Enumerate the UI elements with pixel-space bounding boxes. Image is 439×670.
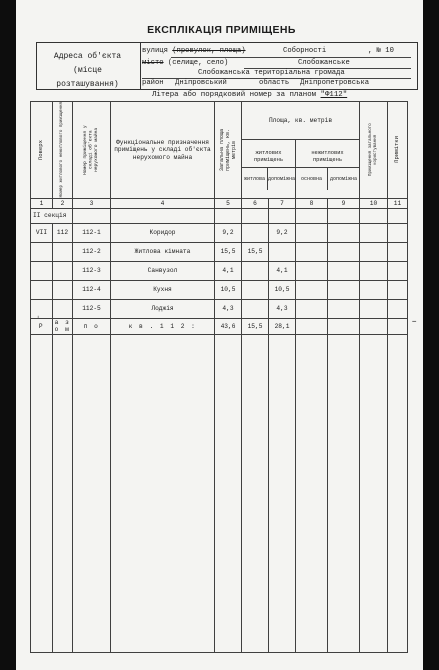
street-underline	[171, 57, 411, 58]
column-number: 7	[269, 198, 296, 208]
table-row	[31, 280, 408, 299]
document-page	[20, 0, 423, 670]
header-living: житлова	[242, 168, 268, 190]
header-residential: житлових приміщень житлова допоміжна	[242, 140, 296, 198]
summary-living: 15,5	[242, 318, 269, 334]
cell-aux: 10,5	[269, 280, 296, 299]
header-common-use: Приміщення загального користування	[360, 102, 388, 199]
cell-floor	[31, 280, 53, 299]
column-number: 8	[296, 198, 328, 208]
cell-floor	[31, 242, 53, 261]
cell-total: 9,2	[215, 223, 242, 242]
rooms-table	[30, 101, 408, 653]
cell-empty	[360, 299, 388, 318]
empty-area-row	[31, 334, 408, 652]
cell-empty	[296, 223, 328, 242]
cell-empty	[296, 242, 328, 261]
header-unit-no: Номер житлового нежитлового приміщення	[53, 102, 73, 199]
cell-living	[242, 261, 269, 280]
cell-empty	[360, 280, 388, 299]
cell-purpose: Кухня	[111, 280, 215, 299]
header-nonresidential: нежитлових приміщень основна допоміжна	[296, 140, 360, 198]
cell-room: 112-4	[73, 280, 111, 299]
cell-empty	[328, 223, 360, 242]
table-row	[31, 242, 408, 261]
cell-purpose: Коридор	[111, 223, 215, 242]
cell-empty	[328, 261, 360, 280]
cell-total: 10,5	[215, 280, 242, 299]
house-number: , № 10	[368, 47, 394, 55]
summary-row: Р а з о м п о к в . 1 1 2 : 43,6 15,5 28,1	[31, 318, 408, 334]
region-value: Дніпропетровська	[300, 79, 370, 87]
column-number: 4	[111, 198, 215, 208]
cell-unit	[53, 261, 73, 280]
cell-aux: 4,1	[269, 261, 296, 280]
cell-aux: 9,2	[269, 223, 296, 242]
header-notes: Примітки	[388, 102, 408, 199]
cell-unit	[53, 280, 73, 299]
document-frame	[16, 0, 423, 670]
litera-line: Літера або порядковий номер за планом "Ф112"	[152, 91, 348, 99]
city-value: Слобожанське	[298, 59, 350, 67]
table-row	[31, 299, 408, 318]
cell-empty	[388, 242, 408, 261]
pencil-mark-right: -	[410, 314, 419, 330]
section-row	[31, 208, 408, 223]
address-label: Адреса об'єкта (місце розташування)	[53, 52, 122, 89]
cell-purpose: Житлова кімната	[111, 242, 215, 261]
cell-empty	[388, 223, 408, 242]
data-rows	[31, 223, 408, 318]
cell-empty	[296, 299, 328, 318]
cell-unit	[53, 299, 73, 318]
column-number: 5	[215, 198, 242, 208]
cell-empty	[388, 261, 408, 280]
header-floor: Поверх	[31, 102, 53, 199]
city-line: місто (селище, село)	[142, 59, 229, 67]
cell-empty	[388, 280, 408, 299]
cell-room: 112-1	[73, 223, 111, 242]
cell-room: 112-5	[73, 299, 111, 318]
street-value: Соборності	[283, 47, 327, 55]
column-number: 6	[242, 198, 269, 208]
header-room-no: Номер приміщення у складі об'єкта нерухомого майна	[73, 102, 111, 199]
cell-empty	[360, 261, 388, 280]
cell-purpose: Лоджія	[111, 299, 215, 318]
header-total-area: Загальна площа приміщень, кв. метрів	[215, 102, 242, 199]
cell-room: 112-3	[73, 261, 111, 280]
cell-living: 15,5	[242, 242, 269, 261]
header-aux-residential: допоміжна	[267, 175, 295, 182]
cell-floor	[31, 261, 53, 280]
cell-empty	[296, 261, 328, 280]
cell-empty	[328, 299, 360, 318]
cell-total: 4,3	[215, 299, 242, 318]
table-row	[31, 223, 408, 242]
column-number: 2	[53, 198, 73, 208]
header-aux-nonresidential: допоміжна	[329, 175, 357, 182]
cell-empty	[328, 242, 360, 261]
table-row	[31, 261, 408, 280]
header-main: основна	[296, 168, 328, 190]
document-title: ЕКСПЛІКАЦІЯ ПРИМІЩЕНЬ	[147, 24, 296, 36]
cell-living	[242, 280, 269, 299]
cell-aux	[269, 242, 296, 261]
column-number-row	[31, 198, 408, 208]
column-number: 10	[360, 198, 388, 208]
cell-empty	[296, 280, 328, 299]
cell-empty	[388, 299, 408, 318]
cell-empty	[360, 242, 388, 261]
summary-total: 43,6	[215, 318, 242, 334]
header-area-group: Площа, кв. метрів	[242, 102, 360, 140]
street-line: вулиця (провулок, площа)	[142, 47, 246, 55]
cell-total: 4,1	[215, 261, 242, 280]
cell-empty	[360, 223, 388, 242]
header-purpose: Функціональне призначення приміщень у складі об'єкта нерухомого майна	[111, 102, 215, 199]
cell-aux: 4,3	[269, 299, 296, 318]
column-number: 9	[328, 198, 360, 208]
cell-living	[242, 299, 269, 318]
column-number: 3	[73, 198, 111, 208]
cell-purpose: Санвузол	[111, 261, 215, 280]
cell-room: 112-2	[73, 242, 111, 261]
cell-empty	[328, 280, 360, 299]
district-label: район	[142, 79, 164, 87]
column-number: 1	[31, 198, 53, 208]
column-number: 11	[388, 198, 408, 208]
table-header-row-1	[31, 102, 408, 140]
summary-aux: 28,1	[269, 318, 296, 334]
cell-living	[242, 223, 269, 242]
section-label: II секція	[31, 208, 73, 223]
cell-unit	[53, 242, 73, 261]
region-label: область	[259, 79, 290, 87]
pencil-mark-left: ˌ	[34, 304, 43, 320]
cell-total: 15,5	[215, 242, 242, 261]
cell-unit: 112	[53, 223, 73, 242]
cell-floor: VII	[31, 223, 53, 242]
community-value: Слобожанська територіальна громада	[198, 69, 345, 77]
district-value: Дніпровський	[175, 79, 227, 87]
